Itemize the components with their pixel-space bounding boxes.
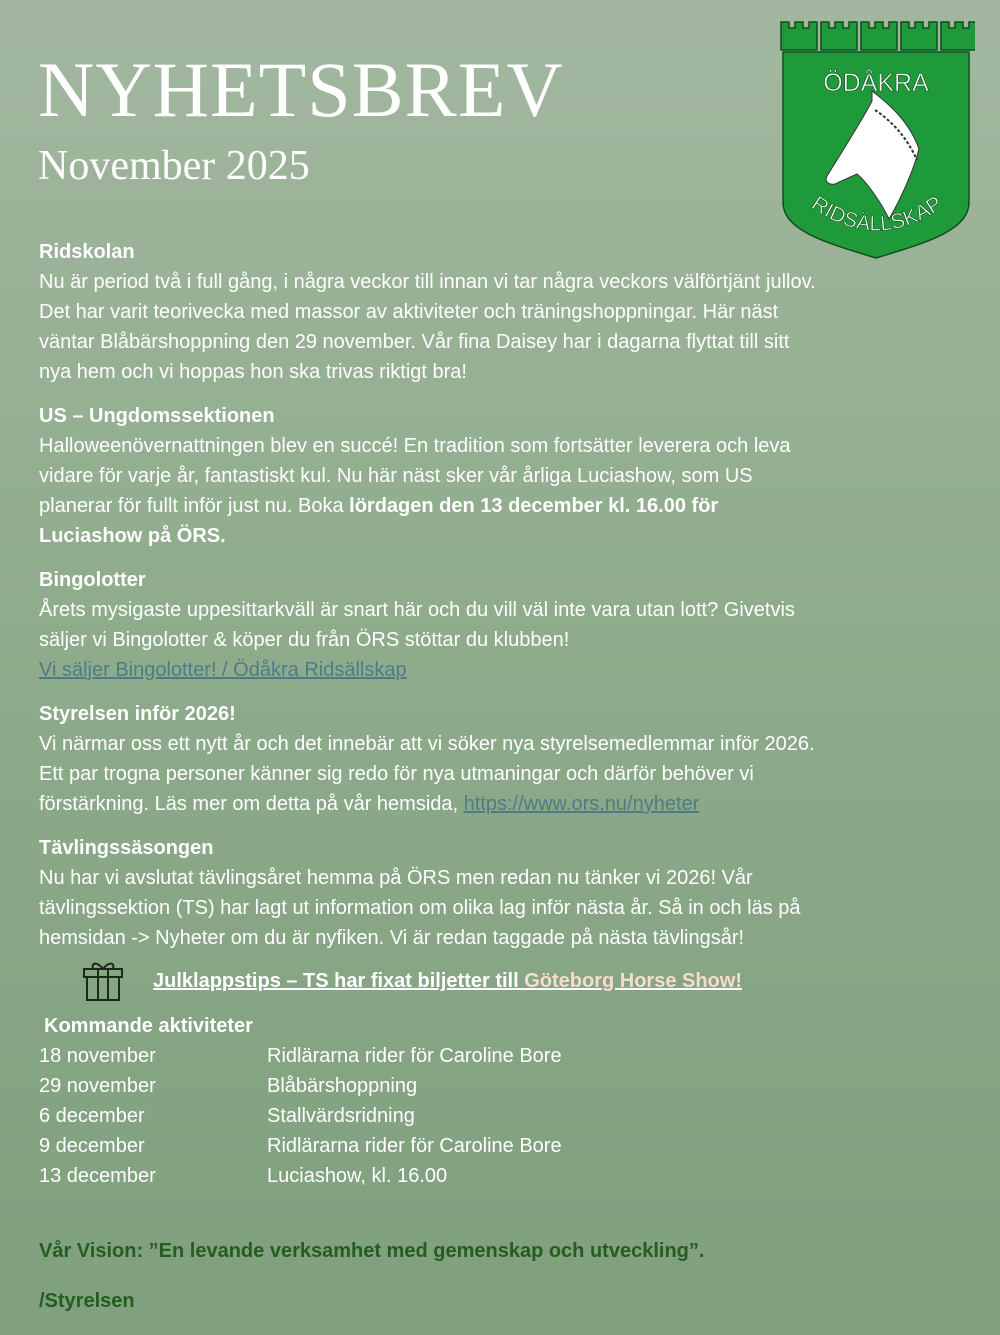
text-line: Vi närmar oss ett nytt år och det innebär att vi söker nya styrelsemedlemmar inför 2026.: [39, 733, 815, 755]
website-link[interactable]: https://www.ors.nu/nyheter: [463, 793, 700, 815]
vision-statement: Vår Vision: ”En levande verksamhet med gemenskap och utveckling”.: [39, 1240, 705, 1262]
section-heading: Styrelsen inför 2026!: [39, 703, 236, 725]
activity-event: Ridlärarna rider för Caroline Bore: [267, 1135, 562, 1157]
booking-date: lördagen den 13 december kl. 16.00 för: [349, 495, 719, 517]
activity-row: [39, 1161, 562, 1191]
section-bingolotter: [39, 565, 795, 685]
text-line: Nu är period två i full gång, i några veckor till innan vi tar några veckors välförtjänt jullov.: [39, 271, 816, 293]
text-line: säljer vi Bingolotter & köper du från ÖRS stöttar du klubben!: [39, 629, 570, 651]
newsletter-title: NYHETSBREV: [38, 46, 564, 133]
text-line: Årets mysigaste uppesittarkväll är snart här och du vill väl inte vara utan lott? Givetvis: [39, 599, 795, 621]
activity-date: 9 december: [39, 1135, 145, 1157]
upcoming-activities: [39, 1011, 562, 1191]
activity-row: [39, 1071, 562, 1101]
signature: /Styrelsen: [39, 1290, 135, 1312]
booking-event: Luciashow på ÖRS.: [39, 525, 226, 547]
bingolotter-link[interactable]: Vi säljer Bingolotter! / Ödåkra Ridsällskap: [39, 659, 407, 681]
text-line: hemsidan -> Nyheter om du är nyfiken. Vi är redan taggade på nästa tävlingsår!: [39, 927, 745, 949]
section-heading: Ridskolan: [39, 241, 135, 263]
activities-heading: Kommande aktiviteter: [44, 1015, 253, 1037]
section-us: [39, 401, 791, 551]
text-line: tävlingssektion (TS) har lagt ut information om olika lag inför nästa år. Så in och läs på: [39, 897, 801, 919]
christmas-tip-text: Julklappstips – TS har fixat biljetter till: [153, 970, 525, 992]
activity-date: 29 november: [39, 1075, 156, 1097]
section-ridskolan: [39, 237, 816, 387]
activity-date: 13 december: [39, 1165, 156, 1187]
activity-event: Luciashow, kl. 16.00: [267, 1165, 448, 1187]
club-logo: [777, 18, 975, 260]
activity-event: Blåbärshoppning: [267, 1075, 418, 1097]
text-line: vidare för varje år, fantastiskt kul. Nu här näst sker vår årliga Luciashow, som US: [39, 465, 753, 487]
section-styrelsen: [39, 699, 815, 819]
logo-top-text: ÖDÅKRA: [823, 69, 929, 97]
text-line: väntar Blåbärshoppning den 29 november. Vår fina Daisey har i dagarna flyttat till sitt: [39, 331, 790, 353]
text-line: Nu har vi avslutat tävlingsåret hemma på ÖRS men redan nu tänker vi 2026! Vår: [39, 867, 753, 889]
newsletter-date: November 2025: [38, 143, 310, 189]
section-heading: Tävlingssäsongen: [39, 837, 214, 859]
activity-event: Ridlärarna rider för Caroline Bore: [267, 1045, 562, 1067]
activity-date: 18 november: [39, 1045, 156, 1067]
section-tavling: [39, 833, 801, 953]
gift-icon: [80, 957, 126, 1003]
activity-row: [39, 1041, 562, 1071]
activity-date: 6 december: [39, 1105, 145, 1127]
text-line: nya hem och vi hoppas hon ska trivas riktigt bra!: [39, 361, 467, 383]
logo-bottom-text: RIDSÄLLSKAP: [807, 191, 947, 236]
horse-show-link[interactable]: Göteborg Horse Show!: [524, 970, 742, 992]
text-line: förstärkning. Läs mer om detta på vår hemsida,: [39, 793, 464, 815]
activity-row: [39, 1131, 562, 1161]
section-heading: US – Ungdomssektionen: [39, 405, 275, 427]
text-line: Halloweenövernattningen blev en succé! En tradition som fortsätter leverera och leva: [39, 435, 791, 457]
christmas-tip: [153, 966, 742, 996]
section-heading: Bingolotter: [39, 569, 146, 591]
text-line: Det har varit teorivecka med massor av aktiviteter och träningshoppningar. Här näst: [39, 301, 779, 323]
activity-event: Stallvärdsridning: [267, 1105, 415, 1127]
text-line: Ett par trogna personer känner sig redo för nya utmaningar och därför behöver vi: [39, 763, 754, 785]
text-line: planerar för fullt inför just nu. Boka: [39, 495, 350, 517]
activity-row: [39, 1101, 562, 1131]
